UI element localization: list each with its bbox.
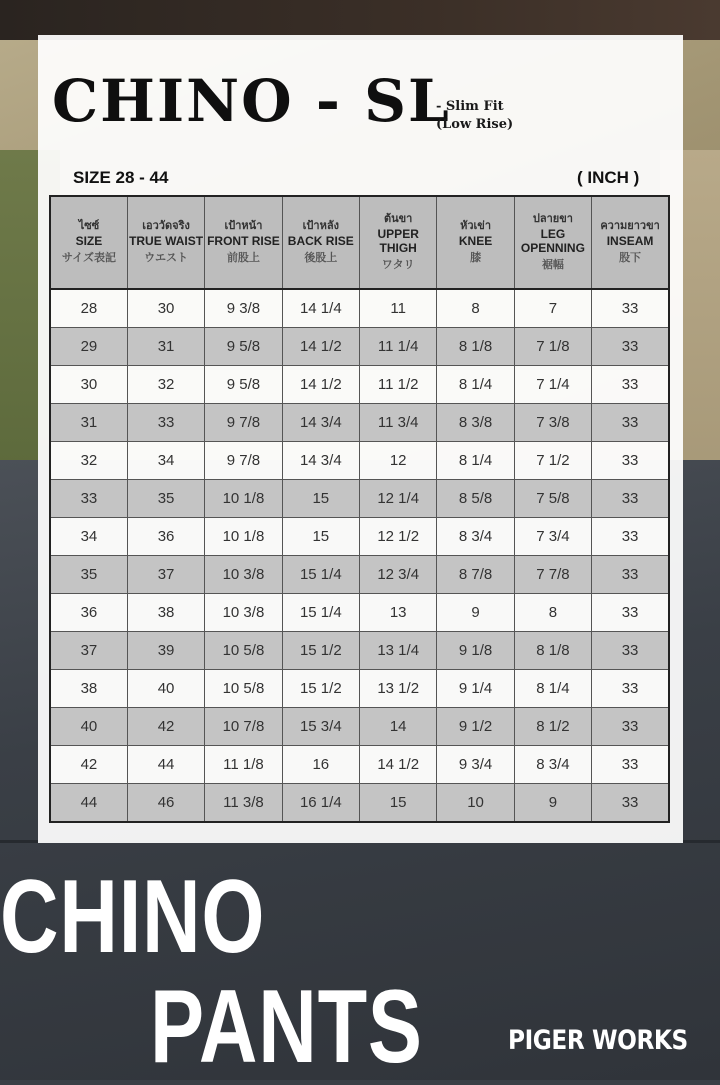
table-cell: 7 7/8 [514,556,591,594]
column-header-en: KNEE [458,234,493,248]
table-cell: 9 1/8 [437,632,514,670]
size-range: SIZE 28 - 44 [73,168,169,187]
table-cell: 11 3/8 [205,784,282,823]
column-header [205,196,282,289]
table-cell: 7 5/8 [514,480,591,518]
table-cell: 34 [50,518,127,556]
table-cell: 28 [50,289,127,328]
table-cell: 15 [360,784,437,823]
table-cell: 13 1/4 [360,632,437,670]
table-cell: 15 3/4 [282,708,359,746]
table-cell: 11 1/2 [360,366,437,404]
table-cell: 8 1/8 [437,328,514,366]
table-cell: 11 1/8 [205,746,282,784]
table-row [50,480,669,518]
table-cell: 8 5/8 [437,480,514,518]
header-row [50,196,669,289]
table-cell: 9 3/4 [437,746,514,784]
table-cell: 14 3/4 [282,442,359,480]
table-cell: 12 [360,442,437,480]
table-cell: 42 [127,708,204,746]
table-cell: 7 3/8 [514,404,591,442]
table-cell: 9 [437,594,514,632]
table-cell: 34 [127,442,204,480]
table-cell: 14 1/4 [282,289,359,328]
column-header-jp: 膝 [470,252,482,264]
table-cell: 33 [592,594,669,632]
table-row [50,366,669,404]
fit-description [436,98,513,134]
table-cell: 9 5/8 [205,366,282,404]
table-row [50,442,669,480]
table-cell: 29 [50,328,127,366]
table-cell: 8 [514,594,591,632]
table-cell: 10 [437,784,514,823]
table-cell: 8 1/4 [437,366,514,404]
table-cell: 14 [360,708,437,746]
table-cell: 15 1/4 [282,556,359,594]
column-header-en: LEG OPENNING [520,227,585,255]
table-cell: 33 [592,442,669,480]
table-cell: 7 1/4 [514,366,591,404]
table-cell: 13 1/2 [360,670,437,708]
table-cell: 9 [514,784,591,823]
table-cell: 38 [50,670,127,708]
column-header-th: เป้าหน้า [224,220,263,232]
table-cell: 8 3/8 [437,404,514,442]
table-cell: 11 [360,289,437,328]
column-header [437,196,514,289]
table-cell: 33 [592,289,669,328]
column-header-en: BACK RISE [287,234,354,248]
column-header-jp: ウエスト [144,252,189,264]
table-cell: 10 1/8 [205,480,282,518]
brand-logo: PIGER WORKS [508,1025,688,1056]
table-row [50,518,669,556]
table-row [50,708,669,746]
table-cell: 10 5/8 [205,632,282,670]
column-header [50,196,127,289]
table-cell: 33 [50,480,127,518]
column-header [360,196,437,289]
column-header-jp: 後股上 [304,252,338,264]
column-header [592,196,669,289]
table-cell: 33 [592,518,669,556]
table-cell: 33 [592,784,669,823]
table-cell: 31 [50,404,127,442]
table-row [50,594,669,632]
table-cell: 33 [592,746,669,784]
table-cell: 32 [127,366,204,404]
table-cell: 33 [592,328,669,366]
table-cell: 7 3/4 [514,518,591,556]
table-cell: 38 [127,594,204,632]
table-cell: 8 7/8 [437,556,514,594]
table-cell: 10 3/8 [205,594,282,632]
table-cell: 9 5/8 [205,328,282,366]
table-body [50,289,669,822]
table-cell: 32 [50,442,127,480]
headline-pants: PANTS [150,969,423,1085]
column-header [127,196,204,289]
table-cell: 16 [282,746,359,784]
table-cell: 10 1/8 [205,518,282,556]
table-cell: 8 [437,289,514,328]
table-cell: 37 [50,632,127,670]
table-cell: 39 [127,632,204,670]
table-cell: 9 7/8 [205,404,282,442]
column-header-en: INSEAM [606,234,654,248]
table-cell: 30 [127,289,204,328]
table-cell: 30 [50,366,127,404]
table-row [50,784,669,823]
table-cell: 8 1/4 [437,442,514,480]
column-header-jp: 前股上 [226,252,260,264]
table-cell: 15 1/4 [282,594,359,632]
column-header-jp: 裾幅 [541,259,564,271]
table-cell: 15 1/2 [282,670,359,708]
table-cell: 14 1/2 [282,328,359,366]
table-cell: 42 [50,746,127,784]
column-header-en: SIZE [75,234,103,248]
table-cell: 11 1/4 [360,328,437,366]
column-header-jp: 股下 [619,252,642,264]
table-cell: 10 3/8 [205,556,282,594]
table-cell: 44 [50,784,127,823]
table-cell: 11 3/4 [360,404,437,442]
table-cell: 36 [127,518,204,556]
column-header [282,196,359,289]
table-cell: 40 [50,708,127,746]
column-header-jp: サイズ表記 [61,252,116,264]
table-cell: 13 [360,594,437,632]
column-header-en: TRUE WAIST [129,234,204,248]
table-cell: 31 [127,328,204,366]
product-title: CHINO - SL [52,67,451,135]
table-cell: 33 [592,366,669,404]
table-row [50,746,669,784]
table-cell: 14 3/4 [282,404,359,442]
table-row [50,556,669,594]
unit-label: ( INCH ) [577,168,640,187]
rise-line: (Low Rise) [436,117,514,132]
table-cell: 46 [127,784,204,823]
table-cell: 9 1/2 [437,708,514,746]
table-cell: 7 1/8 [514,328,591,366]
table-cell: 35 [50,556,127,594]
table-cell: 33 [127,404,204,442]
table-cell: 9 7/8 [205,442,282,480]
table-cell: 8 1/2 [514,708,591,746]
table-cell: 10 7/8 [205,708,282,746]
table-row [50,328,669,366]
fit-line: - Slim Fit [436,99,504,114]
table-cell: 12 1/4 [360,480,437,518]
table-row [50,670,669,708]
column-header-th: ความยาวขา [600,220,660,232]
table-cell: 33 [592,670,669,708]
column-header-en: FRONT RISE [207,234,280,248]
table-row [50,289,669,328]
table-cell: 16 1/4 [282,784,359,823]
headline-chino: CHINO [0,859,266,975]
table-cell: 36 [50,594,127,632]
table-cell: 7 [514,289,591,328]
table-cell: 33 [592,708,669,746]
table-cell: 33 [592,480,669,518]
table-cell: 8 3/4 [437,518,514,556]
table-cell: 8 1/4 [514,670,591,708]
table-row [50,632,669,670]
column-header-th: ปลายขา [532,213,573,225]
table-cell: 33 [592,404,669,442]
table-cell: 14 1/2 [360,746,437,784]
table-cell: 9 3/8 [205,289,282,328]
table-cell: 15 1/2 [282,632,359,670]
table-row [50,404,669,442]
table-cell: 14 1/2 [282,366,359,404]
column-header-th: หัวเข่า [460,220,491,232]
dark-top-band [0,0,720,40]
column-header-en: UPPER THIGH [377,227,419,255]
table-cell: 12 3/4 [360,556,437,594]
table-cell: 8 3/4 [514,746,591,784]
column-header [514,196,591,289]
table-cell: 7 1/2 [514,442,591,480]
table-cell: 10 5/8 [205,670,282,708]
table-cell: 15 [282,480,359,518]
table-cell: 12 1/2 [360,518,437,556]
table-cell: 33 [592,632,669,670]
table-cell: 33 [592,556,669,594]
table-cell: 44 [127,746,204,784]
table-cell: 8 1/8 [514,632,591,670]
table-cell: 9 1/4 [437,670,514,708]
column-header-jp: ワタリ [381,259,415,271]
table-cell: 37 [127,556,204,594]
table-cell: 35 [127,480,204,518]
column-header-th: เป้าหลัง [302,220,339,232]
table-cell: 15 [282,518,359,556]
table-cell: 40 [127,670,204,708]
column-header-th: ต้นขา [384,213,413,225]
column-header-th: ไซซ์ [78,220,100,232]
size-table [49,195,670,823]
column-header-th: เอววัดจริง [142,220,190,232]
